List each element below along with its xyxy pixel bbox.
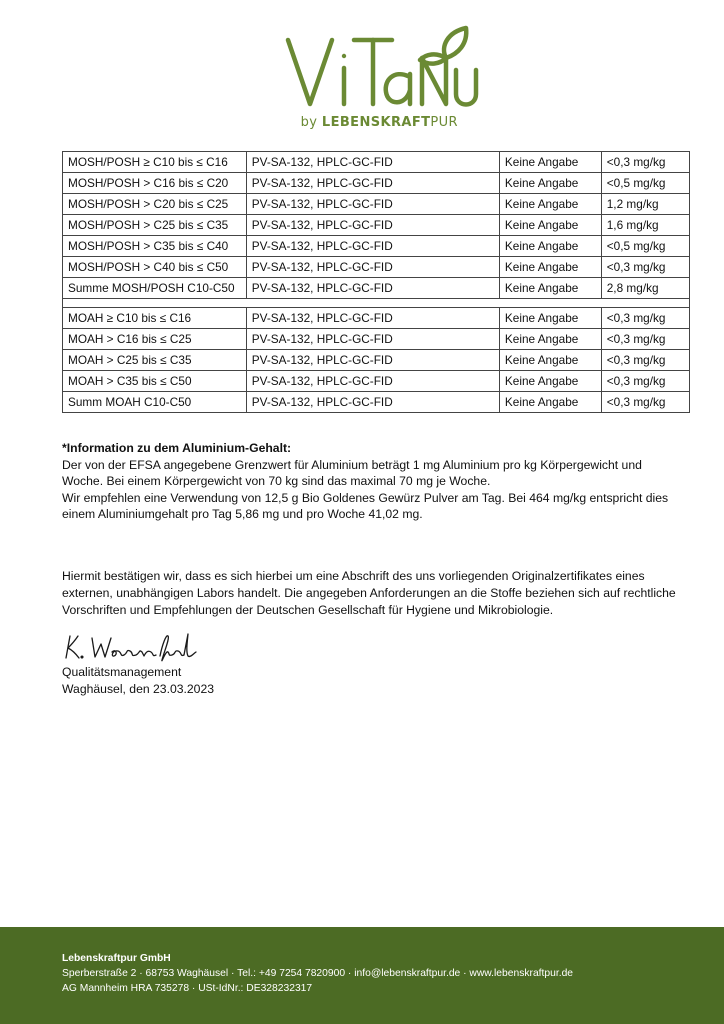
logo-brand-light: PUR bbox=[430, 115, 458, 130]
logo-by: by bbox=[300, 115, 318, 130]
result-cell: <0,3 mg/kg bbox=[601, 350, 689, 371]
parameter-cell: MOAH ≥ C10 bis ≤ C16 bbox=[63, 308, 247, 329]
limit-cell: Keine Angabe bbox=[499, 215, 601, 236]
limit-cell: Keine Angabe bbox=[499, 308, 601, 329]
method-cell: PV-SA-132, HPLC-GC-FID bbox=[246, 392, 499, 413]
parameter-cell: Summe MOSH/POSH C10-C50 bbox=[63, 278, 247, 299]
method-cell: PV-SA-132, HPLC-GC-FID bbox=[246, 215, 499, 236]
parameter-cell: MOSH/POSH > C20 bis ≤ C25 bbox=[63, 194, 247, 215]
result-cell: <0,3 mg/kg bbox=[601, 308, 689, 329]
parameter-cell: MOSH/POSH ≥ C10 bis ≤ C16 bbox=[63, 152, 247, 173]
result-cell: 1,2 mg/kg bbox=[601, 194, 689, 215]
result-cell: <0,3 mg/kg bbox=[601, 371, 689, 392]
method-cell: PV-SA-132, HPLC-GC-FID bbox=[246, 371, 499, 392]
result-cell: <0,3 mg/kg bbox=[601, 257, 689, 278]
aluminium-text-line: Wir empfehlen eine Verwendung von 12,5 g Bio Goldenes Gewürz Pulver am Tag. Bei 464 mg/kg entspricht dies bbox=[62, 490, 669, 505]
method-cell: PV-SA-132, HPLC-GC-FID bbox=[246, 173, 499, 194]
limit-cell: Keine Angabe bbox=[499, 152, 601, 173]
parameter-cell: MOSH/POSH > C40 bis ≤ C50 bbox=[63, 257, 247, 278]
confirmation-line: externen, unabhängigen Labors handelt. Die angegeben Anforderungen an die Stoffe beziehen sich auf rechtliche bbox=[62, 586, 676, 600]
aluminium-text-line: einem Aluminiumgehalt pro Tag 5,86 mg und pro Woche 41,02 mg. bbox=[62, 507, 423, 521]
table-row-total bbox=[63, 278, 690, 299]
table-row bbox=[63, 308, 690, 329]
logo-brand-bold: LEBENSKRAFT bbox=[321, 115, 431, 130]
method-cell: PV-SA-132, HPLC-GC-FID bbox=[246, 308, 499, 329]
footer-company-name: Lebenskraftpur GmbH bbox=[62, 953, 171, 964]
handwritten-signature bbox=[62, 630, 202, 664]
table-spacer-row bbox=[63, 299, 690, 308]
limit-cell: Keine Angabe bbox=[499, 194, 601, 215]
table-row bbox=[63, 173, 690, 194]
method-cell: PV-SA-132, HPLC-GC-FID bbox=[246, 257, 499, 278]
parameter-cell: MOAH > C25 bis ≤ C35 bbox=[63, 350, 247, 371]
parameter-cell: MOSH/POSH > C35 bis ≤ C40 bbox=[63, 236, 247, 257]
result-cell: <0,3 mg/kg bbox=[601, 329, 689, 350]
method-cell: PV-SA-132, HPLC-GC-FID bbox=[246, 236, 499, 257]
logo-tagline bbox=[280, 115, 458, 130]
confirmation-line: Hiermit bestätigen wir, dass es sich hierbei um eine Abschrift des uns vorliegenden Originalzertifikates eines bbox=[62, 569, 645, 583]
aluminium-text-line: Der von der EFSA angegebene Grenzwert für Aluminium beträgt 1 mg Aluminium pro kg Körpergewicht und bbox=[62, 457, 642, 472]
table-row bbox=[63, 215, 690, 236]
aluminium-information bbox=[62, 440, 702, 523]
limit-cell: Keine Angabe bbox=[499, 350, 601, 371]
spacer-cell bbox=[63, 299, 690, 308]
company-footer bbox=[0, 927, 724, 1024]
table-row bbox=[63, 257, 690, 278]
footer-register-line: AG Mannheim HRA 735278 · USt-IdNr.: DE328232317 bbox=[62, 983, 313, 994]
table-row bbox=[63, 236, 690, 257]
limit-cell: Keine Angabe bbox=[499, 173, 601, 194]
parameter-cell: MOSH/POSH > C16 bis ≤ C20 bbox=[63, 173, 247, 194]
limit-cell: Keine Angabe bbox=[499, 236, 601, 257]
limit-cell: Keine Angabe bbox=[499, 329, 601, 350]
brand-logo bbox=[280, 18, 480, 136]
table-row bbox=[63, 194, 690, 215]
aluminium-heading: *Information zu dem Aluminium-Gehalt: bbox=[62, 441, 292, 455]
footer-contact-line: Sperberstraße 2 · 68753 Waghäusel · Tel.: +49 7254 7820900 · info@lebenskraftpur.de · www.lebenskraftpur.de bbox=[62, 968, 574, 979]
vitanur-wordmark bbox=[280, 18, 480, 118]
method-cell: PV-SA-132, HPLC-GC-FID bbox=[246, 350, 499, 371]
limit-cell: Keine Angabe bbox=[499, 392, 601, 413]
table-row bbox=[63, 152, 690, 173]
table-row-total bbox=[63, 392, 690, 413]
signer-role: Qualitätsmanagement bbox=[62, 665, 182, 679]
limit-cell: Keine Angabe bbox=[499, 278, 601, 299]
method-cell: PV-SA-132, HPLC-GC-FID bbox=[246, 152, 499, 173]
result-cell: <0,3 mg/kg bbox=[601, 152, 689, 173]
confirmation-line: Vorschriften und Empfehlungen der Deutschen Gesellschaft für Hygiene und Mikrobiologie. bbox=[62, 603, 554, 617]
table-row bbox=[63, 350, 690, 371]
result-cell: <0,5 mg/kg bbox=[601, 173, 689, 194]
method-cell: PV-SA-132, HPLC-GC-FID bbox=[246, 194, 499, 215]
limit-cell: Keine Angabe bbox=[499, 371, 601, 392]
result-cell: <0,5 mg/kg bbox=[601, 236, 689, 257]
method-cell: PV-SA-132, HPLC-GC-FID bbox=[246, 278, 499, 299]
result-cell: 2,8 mg/kg bbox=[601, 278, 689, 299]
parameter-cell: MOAH > C16 bis ≤ C25 bbox=[63, 329, 247, 350]
limit-cell: Keine Angabe bbox=[499, 257, 601, 278]
method-cell: PV-SA-132, HPLC-GC-FID bbox=[246, 329, 499, 350]
parameter-cell: MOSH/POSH > C25 bis ≤ C35 bbox=[63, 215, 247, 236]
table-row bbox=[63, 329, 690, 350]
confirmation-paragraph bbox=[62, 568, 702, 619]
parameter-cell: MOAH > C35 bis ≤ C50 bbox=[63, 371, 247, 392]
analysis-results-table bbox=[62, 151, 690, 413]
aluminium-text-line: Woche. Bei einem Körpergewicht von 70 kg sind das maximal 70 mg je Woche. bbox=[62, 474, 491, 488]
table-row bbox=[63, 371, 690, 392]
result-cell: 1,6 mg/kg bbox=[601, 215, 689, 236]
result-cell: <0,3 mg/kg bbox=[601, 392, 689, 413]
place-and-date: Waghäusel, den 23.03.2023 bbox=[62, 682, 215, 696]
parameter-cell: Summ MOAH C10-C50 bbox=[63, 392, 247, 413]
